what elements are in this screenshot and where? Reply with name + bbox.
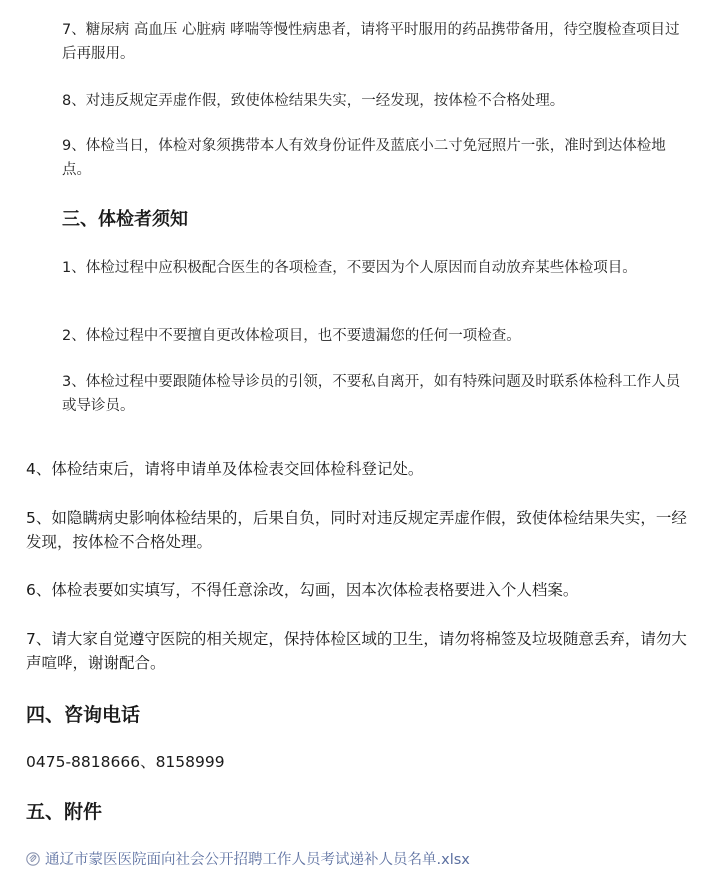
general-item-6: 6、体检表要如实填写，不得任意涂改，勾画，因本次体检表格要进入个人档案。 <box>26 581 579 599</box>
examinee-note-3: 3、体检过程中要跟随体检导诊员的引领，不要私自离开，如有特殊问题及时联系体检科工作人员或导诊员。 <box>62 374 681 414</box>
notice-item-7: 7、糖尿病 高血压 心脏病 哮喘等慢性病患者，请将平时服用的药品携带备用，待空腹检查项目过后再服用。 <box>62 22 680 62</box>
notice-item-8: 8、对违反规定弄虚作假，致使体检结果失实，一经发现，按体检不合格处理。 <box>62 93 565 109</box>
general-item-5: 5、如隐瞒病史影响体检结果的，后果自负，同时对违反规定弄虚作假，致使体检结果失实，一经发现，按体检不合格处理。 <box>26 509 687 551</box>
examinee-note-2: 2、体检过程中不要擅自更改体检项目，也不要遗漏您的任何一项检查。 <box>62 328 521 344</box>
paperclip-icon <box>26 852 40 866</box>
section-five-heading: 五、附件 <box>26 801 103 823</box>
general-item-7: 7、请大家自觉遵守医院的相关规定，保持体检区域的卫生，请勿将棉签及垃圾随意丢弃，请勿大声喧哗，谢谢配合。 <box>26 630 687 672</box>
section-three-heading: 三、体检者须知 <box>62 209 188 230</box>
section-four-heading: 四、咨询电话 <box>26 704 141 726</box>
examinee-note-1: 1、体检过程中应积极配合医生的各项检查，不要因为个人原因而自动放弃某些体检项目。 <box>62 260 637 276</box>
general-item-4: 4、体检结束后，请将申请单及体检表交回体检科登记处。 <box>26 460 424 478</box>
attachment-filename[interactable]: 通辽市蒙医医院面向社会公开招聘工作人员考试递补人员名单.xlsx <box>45 852 470 868</box>
notice-item-9: 9、体检当日，体检对象须携带本人有效身份证件及蓝底小二寸免冠照片一张，准时到达体检地点。 <box>62 138 666 178</box>
contact-phone: 0475-8818666、8158999 <box>26 753 225 771</box>
attachment-link[interactable] <box>26 848 470 869</box>
